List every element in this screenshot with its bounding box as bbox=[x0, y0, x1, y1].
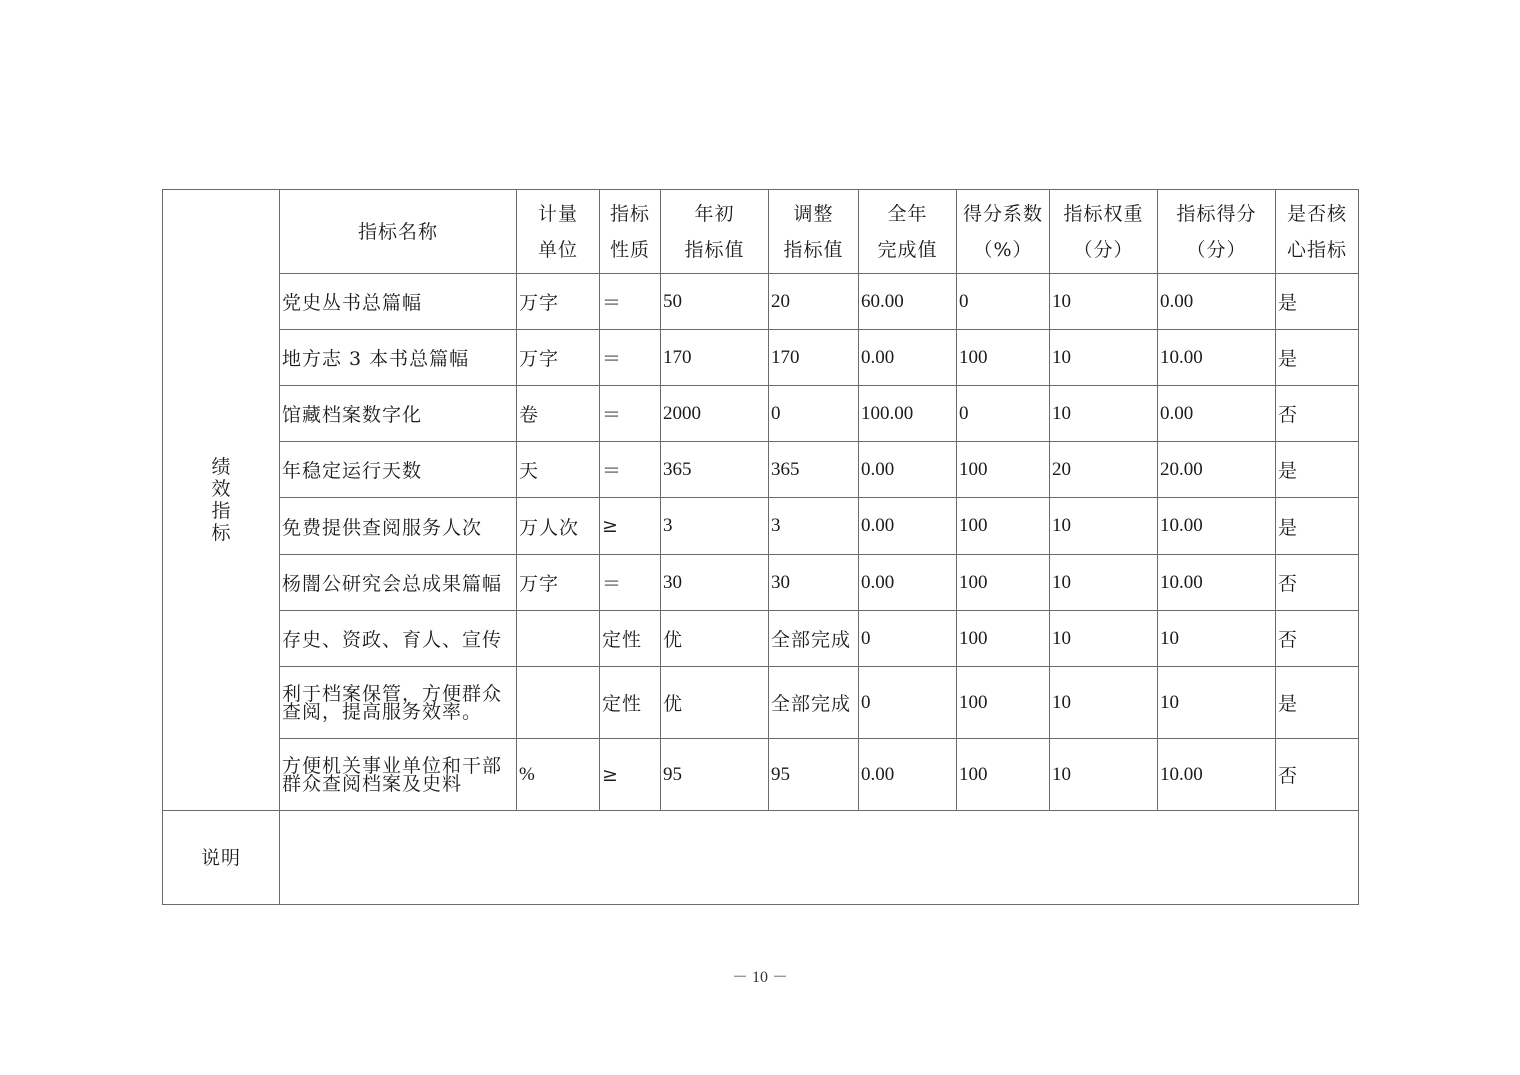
table-cell: 365 bbox=[769, 442, 859, 498]
table-cell: 100 bbox=[957, 555, 1050, 611]
table-cell: ＝ bbox=[600, 330, 661, 386]
table-cell: 否 bbox=[1276, 555, 1359, 611]
table-cell: ≥ bbox=[600, 739, 661, 811]
table-cell: 100 bbox=[957, 667, 1050, 739]
table-cell: 95 bbox=[661, 739, 769, 811]
table-cell: 0 bbox=[859, 611, 957, 667]
table-cell: 定性 bbox=[600, 667, 661, 739]
performance-indicator-table bbox=[162, 189, 1359, 905]
table-cell: 20.00 bbox=[1158, 442, 1276, 498]
table-cell: 100.00 bbox=[859, 386, 957, 442]
table-cell: ＝ bbox=[600, 386, 661, 442]
table-cell: 是 bbox=[1276, 330, 1359, 386]
table-cell: 170 bbox=[661, 330, 769, 386]
table-cell: 10.00 bbox=[1158, 498, 1276, 555]
table-cell: 0.00 bbox=[1158, 386, 1276, 442]
table-cell: 10 bbox=[1158, 667, 1276, 739]
table-cell: ＝ bbox=[600, 274, 661, 330]
table-cell: 10 bbox=[1158, 611, 1276, 667]
table-cell: 100 bbox=[957, 739, 1050, 811]
column-header-text: （分） bbox=[1073, 238, 1134, 261]
section-label-cell bbox=[163, 190, 280, 811]
table-cell: ＝ bbox=[600, 555, 661, 611]
table-cell: 10 bbox=[1050, 274, 1158, 330]
table-cell: 0 bbox=[957, 274, 1050, 330]
column-header-text: 调整 bbox=[793, 202, 834, 225]
table-row bbox=[163, 611, 1359, 667]
notes-row bbox=[163, 811, 1359, 905]
table-cell: 2000 bbox=[661, 386, 769, 442]
table-cell: 是 bbox=[1276, 667, 1359, 739]
table-cell: 100 bbox=[957, 611, 1050, 667]
table-cell: 10.00 bbox=[1158, 330, 1276, 386]
table-cell: 否 bbox=[1276, 739, 1359, 811]
notes-value bbox=[280, 811, 1359, 905]
table-cell: 0 bbox=[769, 386, 859, 442]
table-cell: 100 bbox=[957, 330, 1050, 386]
table-cell: 是 bbox=[1276, 442, 1359, 498]
table-cell: 10.00 bbox=[1158, 739, 1276, 811]
table-cell: 0.00 bbox=[859, 739, 957, 811]
table-cell: 卷 bbox=[517, 386, 600, 442]
table-cell: 0.00 bbox=[859, 330, 957, 386]
table-cell: 0.00 bbox=[859, 498, 957, 555]
table-cell: 10 bbox=[1050, 611, 1158, 667]
table-cell: 95 bbox=[769, 739, 859, 811]
table-cell: 万字 bbox=[517, 330, 600, 386]
table-cell: 10 bbox=[1050, 739, 1158, 811]
indicator-name-cell: 免费提供查阅服务人次 bbox=[280, 498, 517, 555]
indicator-name-cell: 利于档案保管，方便群众查阅，提高服务效率。 bbox=[280, 667, 517, 739]
table-cell bbox=[517, 611, 600, 667]
table-cell: 10 bbox=[1050, 386, 1158, 442]
table-cell: 0.00 bbox=[1158, 274, 1276, 330]
table-cell: 365 bbox=[661, 442, 769, 498]
column-header-text: （%） bbox=[973, 238, 1033, 261]
table-cell: 万人次 bbox=[517, 498, 600, 555]
indicator-name-cell: 方便机关事业单位和干部群众查阅档案及史料 bbox=[280, 739, 517, 811]
table-cell: 否 bbox=[1276, 386, 1359, 442]
table-cell bbox=[517, 667, 600, 739]
table-cell: 170 bbox=[769, 330, 859, 386]
table-cell: 50 bbox=[661, 274, 769, 330]
section-label: 绩效指标 bbox=[211, 456, 231, 544]
table-cell: 100 bbox=[957, 498, 1050, 555]
table-cell: 0 bbox=[957, 386, 1050, 442]
indicator-name-cell: 馆藏档案数字化 bbox=[280, 386, 517, 442]
indicator-name-cell: 地方志 3 本书总篇幅 bbox=[280, 330, 517, 386]
table-cell: 否 bbox=[1276, 611, 1359, 667]
table-cell: 10 bbox=[1050, 498, 1158, 555]
column-header bbox=[859, 190, 957, 274]
notes-label: 说明 bbox=[163, 811, 280, 905]
table-cell: 定性 bbox=[600, 611, 661, 667]
table-cell: ＝ bbox=[600, 442, 661, 498]
table-cell: 3 bbox=[769, 498, 859, 555]
table-row bbox=[163, 330, 1359, 386]
column-header-text: 心指标 bbox=[1286, 238, 1347, 261]
table-row bbox=[163, 442, 1359, 498]
table-cell: 3 bbox=[661, 498, 769, 555]
table-cell: 0 bbox=[859, 667, 957, 739]
table-cell: ≥ bbox=[600, 498, 661, 555]
column-header-text: （分） bbox=[1186, 238, 1247, 261]
column-header-text: 计量 bbox=[537, 202, 578, 225]
indicator-name-cell: 存史、资政、育人、宣传 bbox=[280, 611, 517, 667]
table-cell: 优 bbox=[661, 667, 769, 739]
table-cell: 优 bbox=[661, 611, 769, 667]
column-header bbox=[1158, 190, 1276, 274]
column-header bbox=[769, 190, 859, 274]
column-header bbox=[280, 190, 517, 274]
table-cell: 20 bbox=[769, 274, 859, 330]
column-header-text: 单位 bbox=[537, 238, 578, 261]
column-header-text: 指标得分 bbox=[1176, 202, 1257, 225]
table-cell: 20 bbox=[1050, 442, 1158, 498]
table-cell: 是 bbox=[1276, 274, 1359, 330]
page-number: － 10 － bbox=[731, 969, 788, 986]
table-cell: 是 bbox=[1276, 498, 1359, 555]
column-header bbox=[517, 190, 600, 274]
table-cell: 0.00 bbox=[859, 555, 957, 611]
column-header bbox=[600, 190, 661, 274]
table-row bbox=[163, 739, 1359, 811]
table-cell: 全部完成 bbox=[769, 611, 859, 667]
column-header-text: 年初 bbox=[694, 202, 735, 225]
table-cell: 10 bbox=[1050, 330, 1158, 386]
column-header-text: 指标值 bbox=[684, 238, 745, 261]
table-cell: 30 bbox=[661, 555, 769, 611]
column-header-text: 性质 bbox=[609, 238, 650, 261]
table-cell: % bbox=[517, 739, 600, 811]
header-row bbox=[163, 190, 1359, 274]
table-cell: 10 bbox=[1050, 555, 1158, 611]
table-row bbox=[163, 667, 1359, 739]
table-cell: 天 bbox=[517, 442, 600, 498]
table-cell: 10.00 bbox=[1158, 555, 1276, 611]
indicator-name-cell: 年稳定运行天数 bbox=[280, 442, 517, 498]
table-cell: 全部完成 bbox=[769, 667, 859, 739]
table-cell: 60.00 bbox=[859, 274, 957, 330]
column-header-text: 是否核 bbox=[1286, 202, 1347, 225]
table-cell: 100 bbox=[957, 442, 1050, 498]
table-cell: 0.00 bbox=[859, 442, 957, 498]
table-cell: 30 bbox=[769, 555, 859, 611]
column-header bbox=[1276, 190, 1359, 274]
table-cell: 万字 bbox=[517, 274, 600, 330]
column-header-text: 指标值 bbox=[783, 238, 844, 261]
column-header-text: 得分系数 bbox=[962, 202, 1043, 225]
column-header bbox=[957, 190, 1050, 274]
indicator-name-cell: 杨闇公研究会总成果篇幅 bbox=[280, 555, 517, 611]
table-row bbox=[163, 386, 1359, 442]
table-cell: 10 bbox=[1050, 667, 1158, 739]
column-header bbox=[1050, 190, 1158, 274]
column-header bbox=[661, 190, 769, 274]
table-row bbox=[163, 555, 1359, 611]
column-header-text: 指标名称 bbox=[357, 220, 438, 243]
column-header-text: 指标权重 bbox=[1063, 202, 1144, 225]
table-cell: 万字 bbox=[517, 555, 600, 611]
table-row bbox=[163, 274, 1359, 330]
table-row bbox=[163, 498, 1359, 555]
column-header-text: 完成值 bbox=[877, 238, 938, 261]
column-header-text: 指标 bbox=[609, 202, 650, 225]
indicator-name-cell: 党史丛书总篇幅 bbox=[280, 274, 517, 330]
column-header-text: 全年 bbox=[887, 202, 928, 225]
